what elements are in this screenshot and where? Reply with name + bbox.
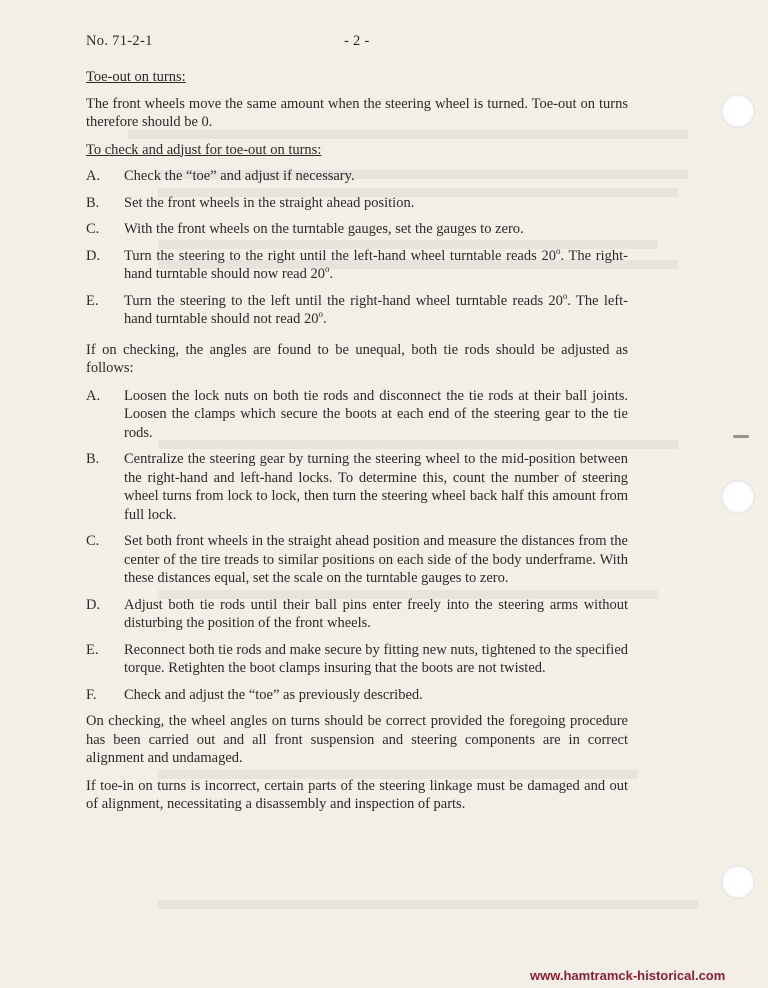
body-text [86,62,628,823]
list-text: Set both front wheels in the straight ahead position and measure the distances from the center of the tire treads to similar positions on each side of the body underframe. With these distances equal, set the scale on the turntable gauges to zero. [124,533,628,586]
bulletin-number: No. 71-2-1 [86,33,153,49]
list-label: F. [86,686,97,703]
list-label: A. [86,168,101,184]
binder-hole-bottom [721,865,755,899]
list-label: C. [86,221,100,237]
section-heading-toe-out: Toe-out on turns: [86,69,186,85]
section-heading-check-adjust: To check and adjust for toe-out on turns: [86,141,322,158]
watermark-website: www.hamtramck-historical.com [530,968,726,983]
list-text [124,292,628,329]
list-item [86,641,628,678]
list-item [86,220,628,239]
list-item [86,247,628,284]
list-item [86,532,628,588]
binder-hole-top [721,94,755,128]
list-text-part: . The right-hand turntable should now read 20 [124,247,628,282]
list-item [86,596,628,633]
paragraph-toe-out: The front wheels move the same amount when the steering wheel is turned. Toe-out on turns therefore should be 0. [86,95,628,130]
degree-mark: o [555,245,561,256]
list-item [86,450,628,524]
degree-mark: o [324,264,330,274]
list-text: Check the “toe” and adjust if necessary. [124,168,355,184]
list-item [86,167,628,186]
list-text: Check and adjust the “toe” as previously described. [124,686,423,703]
list-text: Reconnect both tie rods and make secure by fitting new nuts, tightened to the specified torque. Retighten the boot clamps insuring that the boots are not twisted. [124,641,628,676]
list-item [86,387,628,443]
list-text [124,247,628,284]
list-label: D. [86,247,101,264]
degree-mark: o [562,290,568,301]
list-text: Centralize the steering gear by turning the steering wheel to the mid-position between the right-hand and left-hand locks. To determine this, count the number of steering wheel turns from lock to lock, then turn the steering wheel back half this amount from full lock. [124,451,628,523]
list-label: E. [86,641,99,658]
binder-hole-middle [721,480,755,514]
list-label: A. [86,387,101,404]
paragraph-if-unequal: If on checking, the angles are found to be unequal, both tie rods should be adjusted as follows: [86,341,628,376]
list-text-part: . [323,311,327,327]
paragraph-if-toe-in: If toe-in on turns is incorrect, certain parts of the steering linkage must be damaged and out of alignment, necessitating a disassembly and inspection of parts. [86,777,628,812]
list-text-part: . [329,266,334,282]
list-text: Adjust both tie rods until their ball pins enter freely into the steering arms without disturbing the position of the front wheels. [124,596,628,631]
list-label: E. [86,292,99,309]
degree-mark: o [318,309,323,319]
list-text: Loosen the lock nuts on both tie rods and disconnect the tie rods at their ball joints. Loosen the clamps which secure the boots at each end of the steering gear to the tie rods. [124,387,628,441]
list-label: B. [86,451,100,467]
list-text-part: Turn the steering to the right until the left-hand wheel turntable reads 20 [124,247,556,264]
list-text-part: . The left-hand turntable should not read 20 [124,292,629,327]
list-label: C. [86,533,100,549]
paragraph-on-checking: On checking, the wheel angles on turns should be correct provided the foregoing procedure has been carried out and all front suspension and steering components are in correct alignment and undamaged. [86,713,628,766]
list-item [86,194,628,213]
list-label: B. [86,194,100,211]
list-item [86,686,628,705]
list-text-part: Turn the steering to the left until the right-hand wheel turntable reads 20 [124,292,563,309]
list-text: Set the front wheels in the straight ahead position. [124,194,415,211]
list-label: D. [86,596,101,613]
paper-speck [733,435,749,438]
list-text: With the front wheels on the turntable gauges, set the gauges to zero. [124,221,524,237]
list-item [86,292,628,329]
page-number: - 2 - [344,33,370,49]
